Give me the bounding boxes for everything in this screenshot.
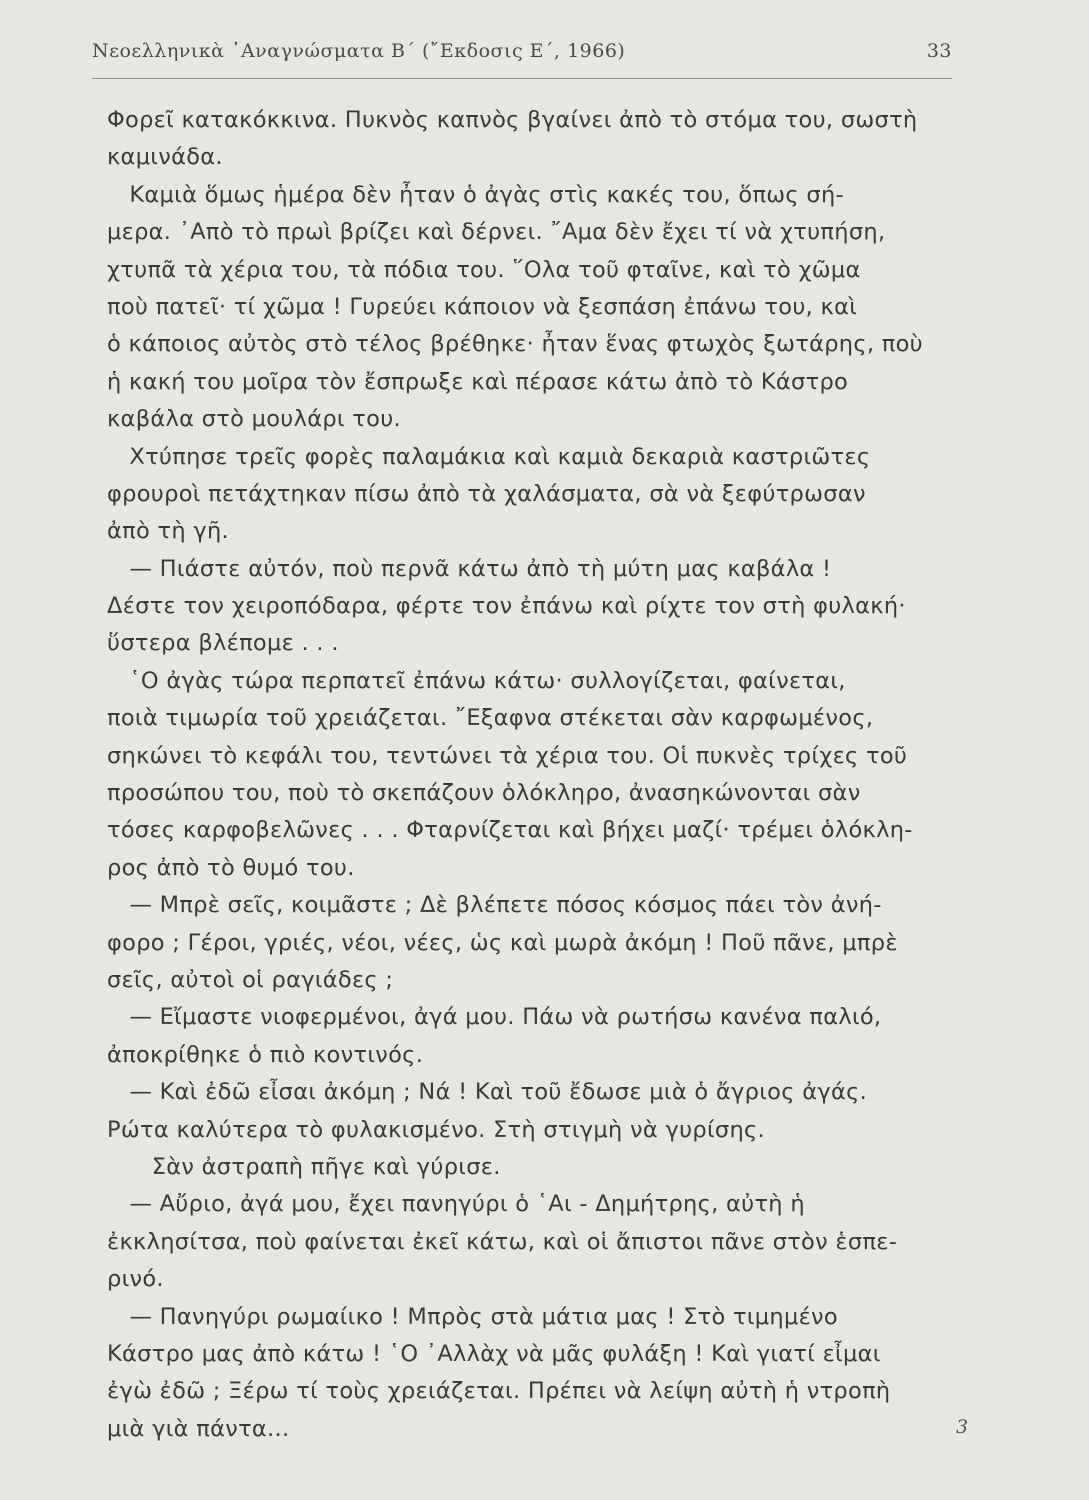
text-line: ἀπὸ τὴ γῆ.: [107, 518, 229, 545]
text-line: — Καὶ ἐδῶ εἶσαι ἀκόμη ; Νά ! Καὶ τοῦ ἔδωσε μιὰ ὁ ἄγριος ἀγάς.: [107, 1079, 868, 1106]
text-line: φορο ; Γέροι, γριές, νέοι, νέες, ὡς καὶ μωρὰ ἀκόμη ! Ποῦ πᾶνε, μπρὲ: [107, 929, 898, 956]
text-line: ποιὰ τιμωρία τοῦ χρειάζεται. ῎Εξαφνα στέκεται σὰν καρφωμένος,: [107, 705, 874, 732]
text-line: — Πιάστε αὐτόν, ποὺ περνᾶ κάτω ἀπὸ τὴ μύτη μας καβάλα !: [107, 555, 832, 582]
text-line: Δέστε τον χειροπόδαρα, φέρτε τον ἐπάνω καὶ ρίχτε τον στὴ φυλακή·: [107, 593, 906, 620]
text-line: — Εἴμαστε νιοφερμένοι, ἀγά μου. Πάω νὰ ρωτήσω κανένα παλιό,: [107, 1004, 882, 1031]
text-line: Καμιὰ ὅμως ἡμέρα δὲν ἦταν ὁ ἀγὰς στὶς κακές του, ὅπως σή-: [107, 181, 844, 208]
text-line: ῾Ο ἀγὰς τώρα περπατεῖ ἐπάνω κάτω· συλλογίζεται, φαίνεται,: [107, 667, 846, 694]
text-line: ἡ κακή του μοῖρα τὸν ἔσπρωξε καὶ πέρασε κάτω ἀπὸ τὸ Κάστρο: [107, 368, 849, 395]
text-line: μερα. ᾿Απὸ τὸ πρωὶ βρίζει καὶ δέρνει. ῎Αμα δὲν ἔχει τί νὰ χτυπήση,: [107, 219, 886, 246]
text-line: ρος ἀπὸ τὸ θυμό του.: [107, 854, 355, 881]
text-line: σηκώνει τὸ κεφάλι του, τεντώνει τὰ χέρια του. Οἱ πυκνὲς τρίχες τοῦ: [107, 742, 908, 769]
page-number: 33: [926, 40, 952, 62]
text-line: χτυπᾶ τὰ χέρια του, τὰ πόδια του. ῞Ολα τοῦ φταῖνε, καὶ τὸ χῶμα: [107, 256, 861, 283]
signature-mark: 3: [956, 1416, 969, 1438]
text-line: καβάλα στὸ μουλάρι του.: [107, 406, 401, 433]
text-line: Κάστρο μας ἀπὸ κάτω ! ῾Ο ᾿Αλλὰχ νὰ μᾶς φυλάξη ! Καὶ γιατί εἶμαι: [107, 1340, 881, 1367]
body-text: [107, 102, 977, 1448]
text-line: Χτύπησε τρεῖς φορὲς παλαμάκια καὶ καμιὰ δεκαριὰ καστριῶτες: [107, 443, 871, 470]
text-line: φρουροὶ πετάχτηκαν πίσω ἀπὸ τὰ χαλάσματα, σὰ νὰ ξεφύτρωσαν: [107, 480, 866, 507]
running-header: [92, 40, 952, 62]
text-line: — Αὔριο, ἀγά μου, ἔχει πανηγύρι ὁ ῾Αι - Δημήτρης, αὐτὴ ἡ: [107, 1191, 805, 1218]
text-line: ρινό.: [107, 1266, 164, 1293]
text-line: τόσες καρφοβελῶνες . . . Φταρνίζεται καὶ βήχει μαζί· τρέμει ὁλόκλη-: [107, 817, 913, 844]
text-line: Φορεῖ κατακόκκινα. Πυκνὸς καπνὸς βγαίνει ἀπὸ τὸ στόμα του, σωστὴ: [107, 107, 918, 133]
text-line: ποὺ πατεῖ· τί χῶμα ! Γυρεύει κάποιον νὰ ξεσπάση ἐπάνω του, καὶ: [107, 293, 858, 320]
text-line: ὕστερα βλέπομε . . .: [107, 630, 339, 657]
text-line: Σὰν ἀστραπὴ πῆγε καὶ γύρισε.: [107, 1153, 501, 1180]
text-line: ἐγὼ ἐδῶ ; Ξέρω τί τοὺς χρειάζεται. Πρέπει νὰ λείψη αὐτὴ ἡ ντροπὴ: [107, 1378, 891, 1405]
text-line: ἐκκλησίτσα, ποὺ φαίνεται ἐκεῖ κάτω, καὶ οἱ ἄπιστοι πᾶνε στὸν ἑσπε-: [107, 1228, 898, 1255]
text-line: — Πανηγύρι ρωμαίικο ! Μπρὸς στὰ μάτια μας ! Στὸ τιμημένο: [107, 1303, 838, 1330]
text-line: μιὰ γιὰ πάντα...: [107, 1415, 290, 1442]
running-title: Νεοελληνικὰ ᾿Αναγνώσματα Β΄ (῎Εκδοσις Ε΄, 1966): [92, 40, 626, 62]
text-line: σεῖς, αὐτοὶ οἱ ραγιάδες ;: [107, 966, 394, 993]
text-line: ἀποκρίθηκε ὁ πιὸ κοντινός.: [107, 1041, 424, 1068]
header-rule: [92, 78, 952, 79]
text-line: καμινάδα.: [107, 144, 223, 171]
text-line: ὁ κάποιος αὐτὸς στὸ τέλος βρέθηκε· ἦταν ἕνας φτωχὸς ξωτάρης, ποὺ: [107, 331, 923, 358]
text-line: Ρώτα καλύτερα τὸ φυλακισμένο. Στὴ στιγμὴ νὰ γυρίσης.: [107, 1116, 765, 1143]
text-line: προσώπου του, ποὺ τὸ σκεπάζουν ὁλόκληρο, ἀνασηκώνονται σὰν: [107, 780, 861, 807]
text-line: — Μπρὲ σεῖς, κοιμᾶστε ; Δὲ βλέπετε πόσος κόσμος πάει τὸν ἀνή-: [107, 892, 882, 919]
